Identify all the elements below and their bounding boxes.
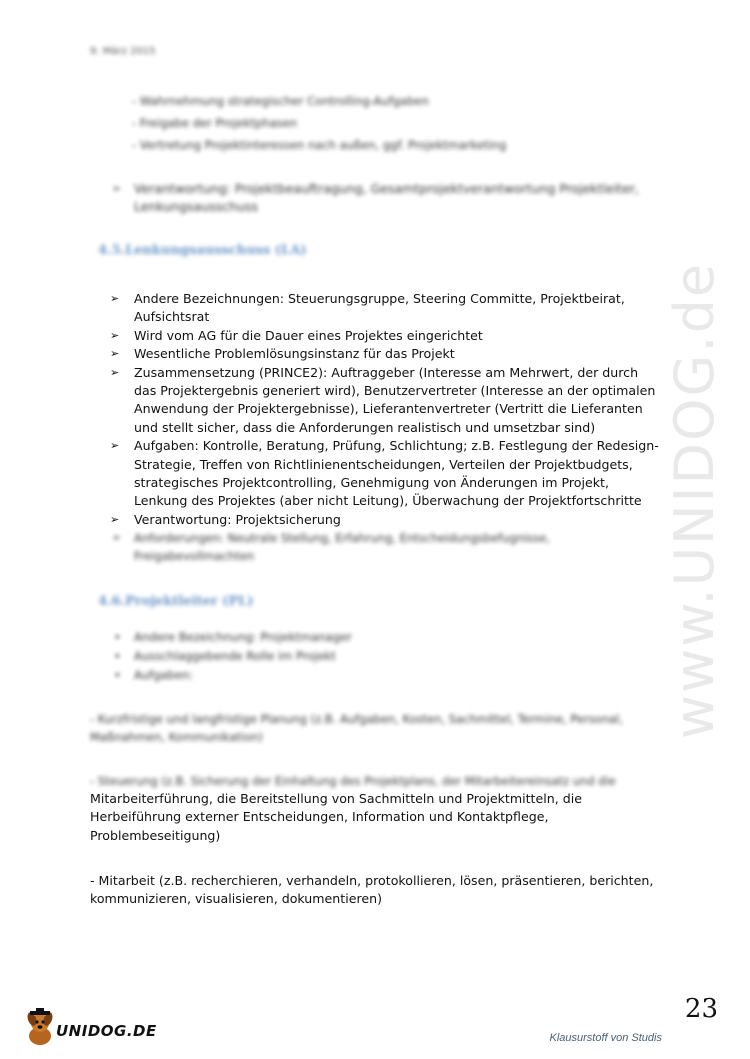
list-item: - Vertretung Projektinteressen nach außen, ggf. Projektmarketing [132,138,507,152]
list-item: • Ausschlaggebende Rolle im Projekt [134,647,352,666]
list-item: ➢ Zusammensetzung (PRINCE2): Auftraggeber (Interesse am Mehrwert, der durch das Projektergebnis generiert wird), Benutzervertreter (Interesse an der optimalen Anwendung der Projektergebnisse), Lieferantenvertreter (Vertritt die Lieferanten und stellt sicher, dass die Anforderungen realistisch und umsetzbar sind) [110,364,656,435]
section-45-requirements: ➢ Anforderungen: Neutrale Stellung, Erfahrung, Entscheidungsbefugnisse, Freigabevollmachten [112,531,550,563]
list-item: • Aufgaben: [134,666,352,685]
footer-source: Klausurstoff von Studis [549,1032,662,1044]
arrow-bullet-icon: ➢ [112,182,122,195]
list-item: - Wahrnehmung strategischer Controlling-Aufgaben [132,94,429,108]
section-45-heading: 4.5.Lenkungsausschuss (LA) [98,243,307,258]
top-responsibility [112,180,654,216]
section-46-heading: 4.6.Projektleiter (PL) [98,594,254,609]
watermark-text: www.UNIDOG.de [663,261,727,739]
list-item: ➢ Wesentliche Problemlösungsinstanz für das Projekt [134,345,664,363]
arrow-bullet-icon: ➢ [110,439,120,453]
section-45-list [110,290,664,529]
logo-text: UNIDOG.DE [56,1022,157,1040]
dog-mascot-icon [22,1008,58,1048]
list-item: ➢ Andere Bezeichnungen: Steuerungsgruppe, Steering Committe, Projektbeirat, Aufsichtsrat [110,291,625,325]
header-date: 9. März 2015 [90,46,156,57]
list-item: ➢ Aufgaben: Kontrolle, Beratung, Prüfung, Schlichtung; z.B. Festlegung der Redesign-Strategie, Treffen von Richtlinienentscheidungen, Verteilen der Projektbudgets, strategisches Projektcontrolling, Genehmigung von Änderungen im Projekt, Lenkung des Projektes (aber nicht Leitung), Überwachung der Projektfortschritte [110,438,659,509]
planning-paragraph: - Kurzfristige und langfristige Planung (z.B. Aufgaben, Kosten, Sachmittel, Termine, Personal, Maßnahmen, Kommunikation) [90,712,623,745]
unidog-logo [22,1008,157,1048]
arrow-bullet-icon: ➢ [110,328,120,342]
arrow-bullet-icon: ➢ [110,347,120,361]
top-responsibility-text: Verantwortung: Projektbeauftragung, Gesamtprojektverantwortung Projektleiter, Lenkungsausschuss [134,181,639,214]
list-item: - Freigabe der Projektphasen [132,116,298,130]
collaboration-paragraph: - Mitarbeit (z.B. recherchieren, verhandeln, protokollieren, lösen, präsentieren, berichten, kommunizieren, visualisieren, dokumentieren) [90,873,654,907]
list-item: ➢ Verantwortung: Projektsicherung [134,511,664,529]
arrow-bullet-icon: ➢ [110,292,120,305]
section-46-bullets [134,628,352,685]
steering-paragraph: Mitarbeiterführung, die Bereitstellung von Sachmitteln und Projektmitteln, die Herbeiführung externer Entscheidungen, Information und Kontaktpflege, Problembeseitigung) [90,791,582,843]
page-number: 23 [684,994,718,1024]
top-dash-list [132,90,506,156]
arrow-bullet-icon: ➢ [112,531,122,544]
arrow-bullet-icon: ➢ [110,512,120,526]
list-item: • Andere Bezeichnung: Projektmanager [134,628,352,647]
arrow-bullet-icon: ➢ [110,365,120,379]
steering-paragraph-blurred: - Steuerung (z.B. Sicherung der Einhaltung des Projektplans, der Mitarbeitereinsatz und die [90,774,616,788]
list-item: ➢ Wird vom AG für die Dauer eines Projektes eingerichtet [134,327,664,345]
